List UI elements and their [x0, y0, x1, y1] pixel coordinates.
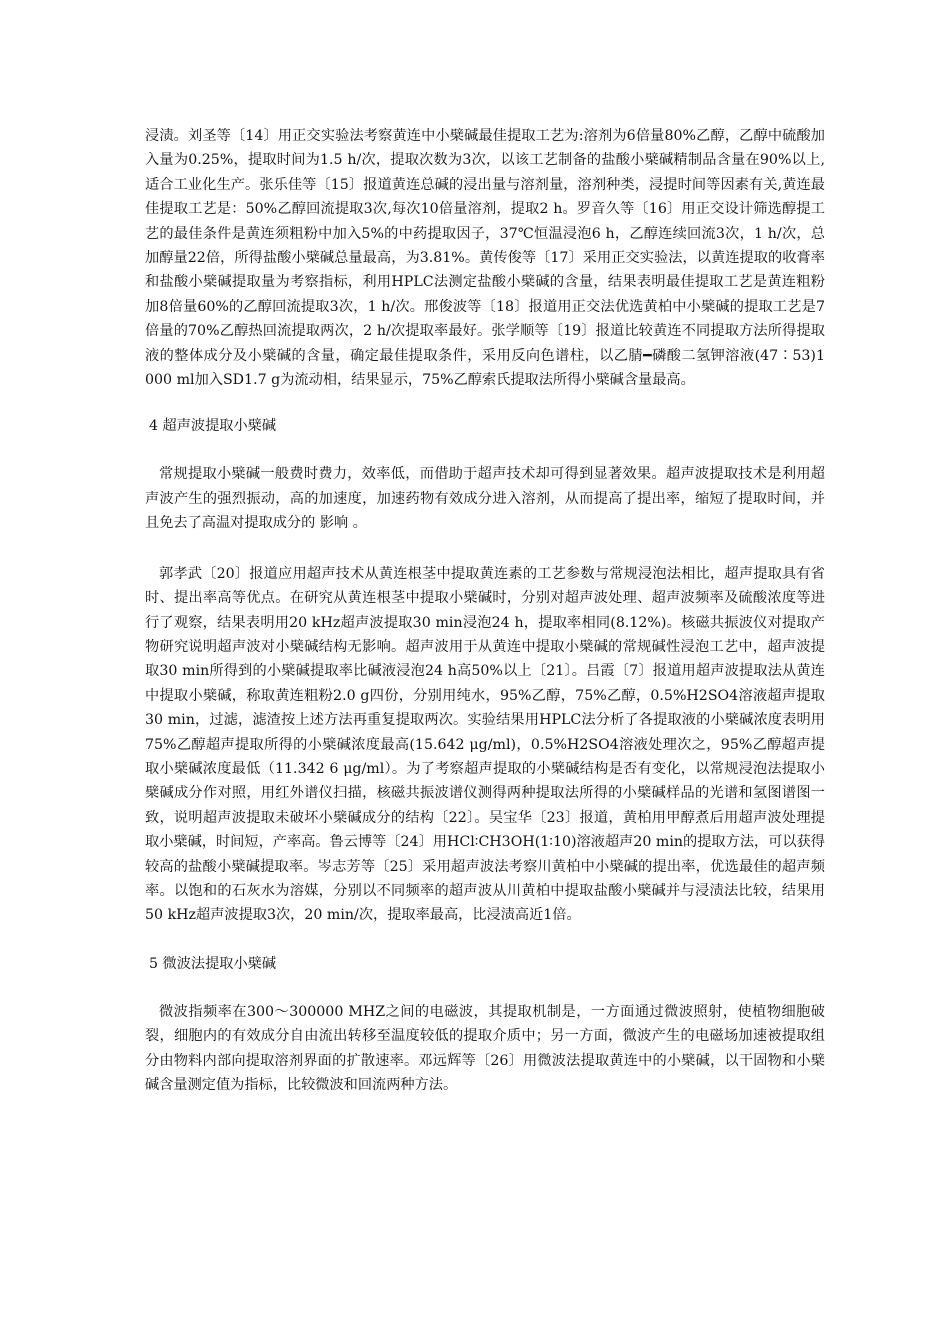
spacer	[145, 392, 825, 414]
section-heading-4: 4 超声波提取小檗碱	[149, 418, 277, 435]
spacer	[145, 928, 825, 952]
spacer	[145, 976, 825, 1000]
paragraph-extraction-methods: 浸渍。刘圣等〔14〕用正交实验法考察黄连中小檗碱最佳提取工艺为:溶剂为6倍量80%乙醇，乙醇中硫酸加入量为0.25%，提取时间为1.5 h/次，提取次数为3次，以该工艺制备的盐酸小檗碱精制品含量在90%以上,适合工业化生产。张乐佳等〔15〕报道黄连总碱的浸出量与溶剂量，溶剂种类，浸提时间等因素有关,黄连最佳提取工艺是：50%乙醇回流提取3次,每次10倍量溶剂，提取2 h。罗音久等〔16〕用正交设计筛选醇提工艺的最佳条件是黄连须粗粉中加入5%的中药提取因子，37℃恒温浸泡6 h，乙醇连续回流3次，1 h/次，总加醇量22倍，所得盐酸小檗碱总量最高，为3.81%。黄传俊等〔17〕采用正交实验法，以黄连提取的收膏率和盐酸小檗碱提取量为考察指标，利用HPLC法测定盐酸小檗碱的含量，结果表明最佳提取工艺是黄连粗粉加8倍量60%的乙醇回流提取3次，1 h/次。邢俊波等〔18〕报道用正交法优选黄柏中小檗碱的提取工艺是7倍量的70%乙醇热回流提取两次，2 h/次提取率最好。张学顺等〔19〕报道比较黄连不同提取方法所得提取液的整体成分及小檗碱的含量，确定最佳提取条件，采用反向色谱柱，以乙腈━磷酸二氢钾溶液(47∶53)1 000 ml加入SD1.7 g为流动相，结果显示，75%乙醇索氏提取法所得小檗碱含量最高。	[145, 128, 825, 389]
document-body	[145, 124, 825, 1097]
paragraph-microwave: 微波指频率在300～300000 MHZ之间的电磁波，其提取机制是，一方面通过微波照射，使植物细胞破裂，细胞内的有效成分自由流出转移至温度较低的提取介质中；另一方面，微波产生的电磁场加速被提取组分由物料内部向提取溶剂界面的扩散速率。邓远辉等〔26〕用微波法提取黄连中的小檗碱，以干固物和小檗碱含量测定值为指标，比较微波和回流两种方法。	[145, 1003, 825, 1093]
paragraph-ultrasound-studies: 郭孝武〔20〕报道应用超声技术从黄连根茎中提取黄连素的工艺参数与常规浸泡法相比，超声提取具有省时、提出率高等优点。在研究从黄连根茎中提取小檗碱时，分别对超声波处理、超声波频率及硫酸浓度等进行了观察，结果表明用20 kHz超声波提取30 min浸泡24 h，提取率相同(8.12%)。核磁共振波仪对提取产物研究说明超声波对小檗碱结构无影响。超声波用于从黄连中提取小檗碱的常规碱性浸泡工艺中，超声波提取30 min所得到的小檗碱提取率比碱液浸泡24 h高50%以上〔21〕。吕霞〔7〕报道用超声波提取法从黄连中提取小檗碱，称取黄连粗粉2.0 g四份，分别用纯水，95%乙醇，75%乙醇，0.5%H2SO4溶液超声提取30 min，过滤，滤渣按上述方法再重复提取两次。实验结果用HPLC法分析了各提取液的小檗碱浓度表明用75%乙醇超声提取所得的小檗碱浓度最高(15.642 μg/ml)，0.5%H2SO4溶液处理次之，95%乙醇超声提取小檗碱浓度最低（11.342 6 μg/ml）。为了考察超声提取的小檗碱结构是否有变化，以常规浸泡法提取小檗碱成分作对照，用红外谱仪扫描，核磁共振波谱仪测得两种提取法所得的小檗碱样品的光谱和氢图谱图一致，说明超声波提取未破坏小檗碱成分的结构〔22〕。吴宝华〔23〕报道，黄柏用甲醇煮后用超声波处理提取小檗碱，时间短，产率高。鲁云博等〔24〕用HCl∶CH3OH(1∶10)溶液超声20 min的提取方法，可以获得较高的盐酸小檗碱提取率。岑志芳等〔25〕采用超声波法考察川黄柏中小檗碱的提出率，优选最佳的超声频率。以饱和的石灰水为溶媒，分别以不同频率的超声波从川黄柏中提取盐酸小檗碱并与浸渍法比较，结果用50 kHz超声波提取3次，20 min/次，提取率最高，比浸渍高近1倍。	[145, 565, 825, 924]
section-heading-5: 5 微波法提取小檗碱	[149, 955, 277, 972]
paragraph-ultrasound-intro: 常规提取小檗碱一般费时费力，效率低，而借助于超声技术却可得到显著效果。超声波提取技术是利用超声波产生的强烈振动，高的加速度，加速药物有效成分进入溶剂，从而提高了提出率，缩短了提取时间，并且免去了高温对提取成分的 影响 。	[145, 466, 825, 532]
spacer	[145, 438, 825, 462]
spacer	[145, 536, 825, 562]
